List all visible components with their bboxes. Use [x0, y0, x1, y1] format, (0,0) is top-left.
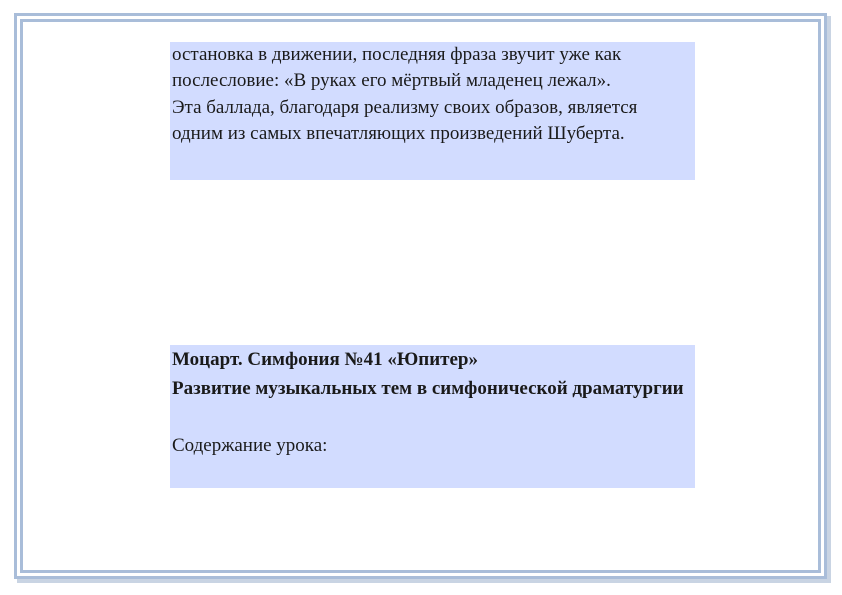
- paragraph-ballad-ending: остановка в движении, последняя фраза звучит уже как послесловие: «В руках его мёртвый младенец лежал».: [172, 44, 622, 91]
- paragraph-ballad-summary: Эта баллада, благодаря реализму своих образов, является одним из самых впечатляющих произведений Шуберта.: [172, 97, 638, 144]
- lesson-subtitle: Развитие музыкальных тем в симфонической драматургии: [172, 378, 684, 399]
- frame-shadow-right: [827, 16, 831, 582]
- lesson-title: Моцарт. Симфония №41 «Юпитер»: [172, 349, 478, 370]
- frame-shadow-bottom: [17, 579, 831, 583]
- lesson-contents-label: Содержание урока:: [172, 435, 328, 456]
- lesson-text-block: [170, 345, 695, 488]
- blank-line: [172, 403, 693, 431]
- ballad-text-block: [170, 42, 695, 180]
